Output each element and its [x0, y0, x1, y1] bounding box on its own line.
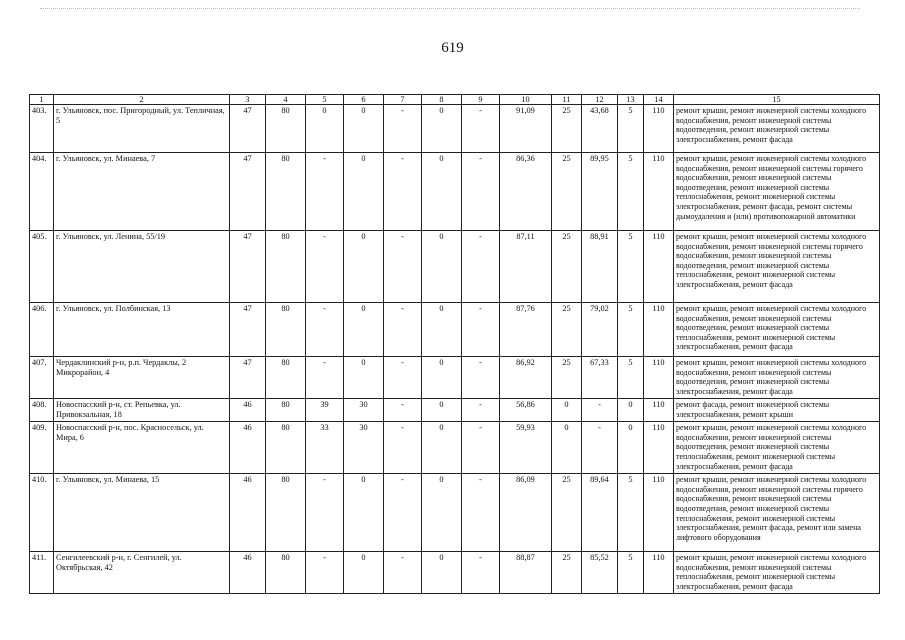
cell-col10: 87,76	[500, 303, 552, 357]
col-header: 13	[618, 95, 644, 105]
cell-col3: 47	[230, 231, 266, 303]
row-number: 411.	[30, 552, 54, 593]
cell-col14: 110	[644, 357, 674, 399]
repair-works: ремонт крыши, ремонт инженерной системы холодного водоснабжения, ремонт инженерной системы водоотведения, ремонт инженерной системы теплоснабжения, ремонт инженерной системы электроснабжения, ремонт фасада	[674, 422, 880, 474]
scan-edge-marks	[40, 8, 860, 10]
row-number: 407.	[30, 357, 54, 399]
cell-col5: 39	[306, 399, 344, 422]
repair-works: ремонт крыши, ремонт инженерной системы холодного водоснабжения, ремонт инженерной системы теплоснабжения, ремонт инженерной системы электроснабжения, ремонт фасада	[674, 552, 880, 593]
cell-col11: 25	[552, 474, 582, 552]
cell-col14: 110	[644, 231, 674, 303]
cell-col3: 47	[230, 105, 266, 153]
row-number: 403.	[30, 105, 54, 153]
cell-col11: 25	[552, 105, 582, 153]
cell-col12: 43,68	[582, 105, 618, 153]
table-row	[30, 357, 880, 399]
building-address: г. Ульяновск, ул. Полбинская, 13	[54, 303, 230, 357]
table-row	[30, 422, 880, 474]
cell-col8: 0	[422, 422, 462, 474]
cell-col11: 25	[552, 552, 582, 593]
repair-works: ремонт крыши, ремонт инженерной системы холодного водоснабжения, ремонт инженерной системы горячего водоснабжения, ремонт инженерной системы водоотведения, ремонт инженерной системы теплоснабжения, ремонт инженерной системы электроснабжения, ремонт фасада	[674, 231, 880, 303]
cell-col7: -	[384, 357, 422, 399]
cell-col13: 5	[618, 231, 644, 303]
cell-col14: 110	[644, 399, 674, 422]
building-address: г. Ульяновск, ул. Ленина, 55/19	[54, 231, 230, 303]
cell-col11: 25	[552, 153, 582, 231]
cell-col7: -	[384, 105, 422, 153]
cell-col9: -	[462, 357, 500, 399]
cell-col10: 56,86	[500, 399, 552, 422]
table-row	[30, 552, 880, 593]
cell-col13: 5	[618, 153, 644, 231]
cell-col4: 80	[266, 303, 306, 357]
cell-col6: 0	[344, 105, 384, 153]
cell-col12: 88,91	[582, 231, 618, 303]
cell-col13: 0	[618, 399, 644, 422]
cell-col8: 0	[422, 231, 462, 303]
col-header: 15	[674, 95, 880, 105]
col-header: 6	[344, 95, 384, 105]
cell-col11: 25	[552, 303, 582, 357]
cell-col5: -	[306, 552, 344, 593]
building-address: г. Ульяновск, ул. Минаева, 15	[54, 474, 230, 552]
cell-col5: 33	[306, 422, 344, 474]
table-row	[30, 105, 880, 153]
cell-col13: 5	[618, 357, 644, 399]
cell-col10: 88,87	[500, 552, 552, 593]
cell-col4: 80	[266, 153, 306, 231]
table-header-row	[30, 95, 880, 105]
table-row	[30, 231, 880, 303]
repair-works: ремонт крыши, ремонт инженерной системы холодного водоснабжения, ремонт инженерной системы горячего водоснабжения, ремонт инженерной системы водоотведения, ремонт инженерной системы теплоснабжения, ремонт инженерной системы электроснабжения, ремонт фасада, ремонт системы дымоудаления и (или) противопожарной автоматики	[674, 153, 880, 231]
cell-col6: 0	[344, 303, 384, 357]
cell-col6: 0	[344, 552, 384, 593]
repair-works: ремонт фасада, ремонт инженерной системы электроснабжения, ремонт крыши	[674, 399, 880, 422]
cell-col5: -	[306, 153, 344, 231]
cell-col6: 0	[344, 231, 384, 303]
cell-col7: -	[384, 422, 422, 474]
cell-col8: 0	[422, 474, 462, 552]
cell-col3: 47	[230, 153, 266, 231]
cell-col4: 80	[266, 357, 306, 399]
building-address: Сенгилеевский р-н, г. Сенгилей, ул. Октябрьская, 42	[54, 552, 230, 593]
cell-col4: 80	[266, 422, 306, 474]
cell-col10: 86,36	[500, 153, 552, 231]
cell-col5: 0	[306, 105, 344, 153]
cell-col4: 80	[266, 399, 306, 422]
cell-col12: -	[582, 399, 618, 422]
cell-col11: 25	[552, 357, 582, 399]
cell-col12: 89,95	[582, 153, 618, 231]
cell-col7: -	[384, 399, 422, 422]
cell-col6: 30	[344, 422, 384, 474]
cell-col11: 25	[552, 231, 582, 303]
row-number: 406.	[30, 303, 54, 357]
cell-col10: 86,92	[500, 357, 552, 399]
row-number: 404.	[30, 153, 54, 231]
col-header: 4	[266, 95, 306, 105]
cell-col12: -	[582, 422, 618, 474]
cell-col4: 80	[266, 474, 306, 552]
col-header: 8	[422, 95, 462, 105]
cell-col3: 46	[230, 422, 266, 474]
cell-col7: -	[384, 474, 422, 552]
row-number: 409.	[30, 422, 54, 474]
cell-col3: 46	[230, 399, 266, 422]
cell-col9: -	[462, 105, 500, 153]
cell-col12: 67,33	[582, 357, 618, 399]
row-number: 408.	[30, 399, 54, 422]
cell-col13: 5	[618, 474, 644, 552]
cell-col10: 91,09	[500, 105, 552, 153]
cell-col4: 80	[266, 231, 306, 303]
cell-col4: 80	[266, 105, 306, 153]
building-address: Новоспасский р-н, ст. Репьевка, ул. Привокзальная, 18	[54, 399, 230, 422]
cell-col13: 5	[618, 303, 644, 357]
cell-col3: 47	[230, 303, 266, 357]
col-header: 2	[54, 95, 230, 105]
cell-col9: -	[462, 303, 500, 357]
col-header: 10	[500, 95, 552, 105]
row-number: 410.	[30, 474, 54, 552]
cell-col14: 110	[644, 552, 674, 593]
col-header: 1	[30, 95, 54, 105]
cell-col12: 79,02	[582, 303, 618, 357]
cell-col14: 110	[644, 422, 674, 474]
cell-col6: 0	[344, 357, 384, 399]
row-number: 405.	[30, 231, 54, 303]
col-header: 14	[644, 95, 674, 105]
cell-col5: -	[306, 357, 344, 399]
cell-col9: -	[462, 552, 500, 593]
page-number: 619	[441, 40, 464, 56]
cell-col3: 46	[230, 552, 266, 593]
repair-works: ремонт крыши, ремонт инженерной системы холодного водоснабжения, ремонт инженерной системы водоотведения, ремонт инженерной системы электроснабжения, ремонт фасада	[674, 357, 880, 399]
cell-col13: 5	[618, 552, 644, 593]
cell-col6: 30	[344, 399, 384, 422]
cell-col3: 47	[230, 357, 266, 399]
cell-col11: 0	[552, 399, 582, 422]
building-address: Новоспасский р-н, пос. Красносельск, ул. Мира, 6	[54, 422, 230, 474]
col-header: 7	[384, 95, 422, 105]
col-header: 5	[306, 95, 344, 105]
cell-col8: 0	[422, 552, 462, 593]
repair-works: ремонт крыши, ремонт инженерной системы холодного водоснабжения, ремонт инженерной системы водоотведения, ремонт инженерной системы теплоснабжения, ремонт инженерной системы электроснабжения, ремонт фасада	[674, 303, 880, 357]
cell-col9: -	[462, 474, 500, 552]
cell-col5: -	[306, 474, 344, 552]
cell-col14: 110	[644, 105, 674, 153]
cell-col9: -	[462, 399, 500, 422]
cell-col12: 89,64	[582, 474, 618, 552]
cell-col9: -	[462, 231, 500, 303]
col-header: 9	[462, 95, 500, 105]
col-header: 11	[552, 95, 582, 105]
cell-col14: 110	[644, 303, 674, 357]
cell-col5: -	[306, 231, 344, 303]
cell-col7: -	[384, 153, 422, 231]
building-address: Чердаклинский р-н, р.п. Чердаклы, 2 Микрорайон, 4	[54, 357, 230, 399]
repair-works: ремонт крыши, ремонт инженерной системы холодного водоснабжения, ремонт инженерной системы водоотведения, ремонт инженерной системы электроснабжения, ремонт фасада	[674, 105, 880, 153]
building-address: г. Ульяновск, пос. Пригородный, ул. Тепличная, 5	[54, 105, 230, 153]
cell-col8: 0	[422, 357, 462, 399]
cell-col13: 0	[618, 422, 644, 474]
cell-col11: 0	[552, 422, 582, 474]
cell-col13: 5	[618, 105, 644, 153]
cell-col10: 87,11	[500, 231, 552, 303]
cell-col14: 110	[644, 153, 674, 231]
cell-col8: 0	[422, 399, 462, 422]
cell-col10: 59,93	[500, 422, 552, 474]
cell-col7: -	[384, 552, 422, 593]
col-header: 12	[582, 95, 618, 105]
table-row	[30, 303, 880, 357]
col-header: 3	[230, 95, 266, 105]
cell-col14: 110	[644, 474, 674, 552]
cell-col10: 86,09	[500, 474, 552, 552]
cell-col6: 0	[344, 474, 384, 552]
cell-col7: -	[384, 303, 422, 357]
table-row	[30, 399, 880, 422]
table-row	[30, 153, 880, 231]
cell-col5: -	[306, 303, 344, 357]
cell-col8: 0	[422, 153, 462, 231]
cell-col3: 46	[230, 474, 266, 552]
repair-works: ремонт крыши, ремонт инженерной системы холодного водоснабжения, ремонт инженерной системы горячего водоснабжения, ремонт инженерной системы водоотведения, ремонт инженерной системы теплоснабжения, ремонт инженерной системы электроснабжения, ремонт фасада, ремонт или замена лифтового оборудования	[674, 474, 880, 552]
building-address: г. Ульяновск, ул. Минаева, 7	[54, 153, 230, 231]
buildings-table	[29, 94, 880, 594]
cell-col8: 0	[422, 303, 462, 357]
table-row	[30, 474, 880, 552]
cell-col9: -	[462, 153, 500, 231]
cell-col7: -	[384, 231, 422, 303]
cell-col12: 85,52	[582, 552, 618, 593]
cell-col6: 0	[344, 153, 384, 231]
cell-col9: -	[462, 422, 500, 474]
cell-col4: 80	[266, 552, 306, 593]
cell-col8: 0	[422, 105, 462, 153]
